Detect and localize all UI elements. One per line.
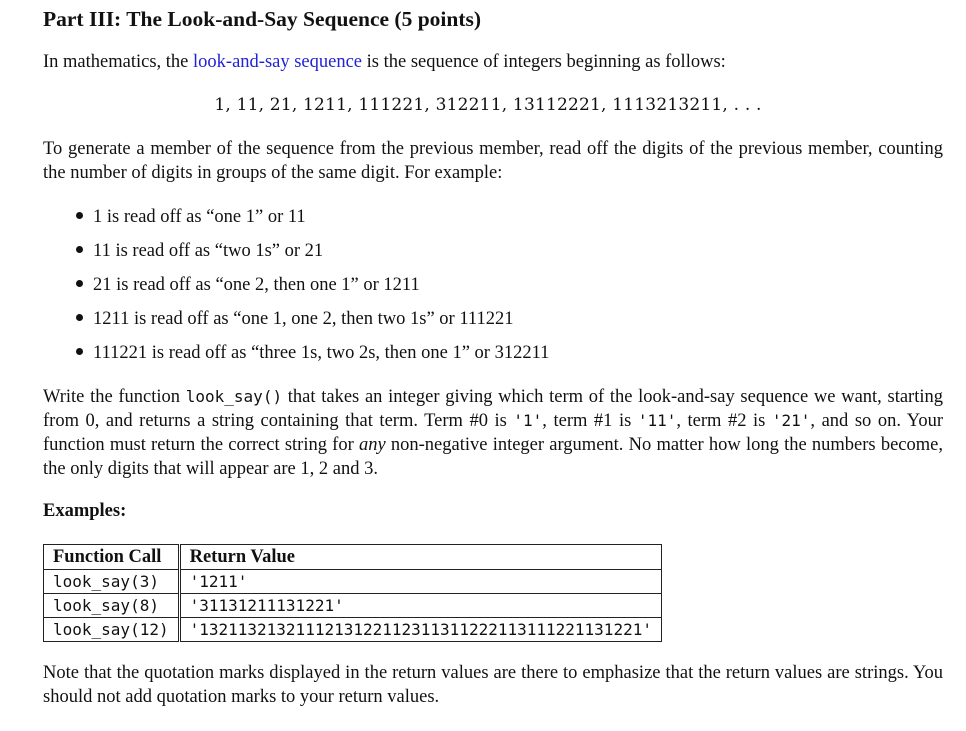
function-call-cell: look_say(3): [44, 570, 180, 594]
term-1-value: '11': [637, 411, 677, 430]
sequence-display: 1, 11, 21, 1211, 111221, 312211, 13112221, 1113213211, . . .: [214, 95, 762, 115]
bullet-dot-icon: [76, 246, 83, 253]
table-header-row: [44, 545, 662, 570]
function-call-cell: look_say(12): [44, 618, 180, 642]
bullet-item: 21 is read off as “one 2, then one 1” or 1211: [76, 273, 420, 297]
bullet-dot-icon: [76, 280, 83, 287]
column-header-function-call: Function Call: [44, 545, 180, 570]
table-row: [44, 570, 662, 594]
section-title: Part III: The Look-and-Say Sequence (5 points): [43, 7, 482, 31]
bullet-dot-icon: [76, 314, 83, 321]
bullet-dot-icon: [76, 348, 83, 355]
examples-heading: Examples:: [43, 501, 127, 521]
bullet-item: 1 is read off as “one 1” or 11: [76, 205, 306, 229]
generate-paragraph: To generate a member of the sequence from the previous member, read off the digits of the previous member, counting the number of digits in groups of the same digit. For example:: [43, 139, 943, 183]
function-call-cell: look_say(8): [44, 594, 180, 618]
bullet-item: 111221 is read off as “three 1s, two 2s, then one 1” or 312211: [76, 341, 549, 365]
term-0-value: '1': [513, 411, 543, 430]
bullet-dot-icon: [76, 212, 83, 219]
examples-table: [43, 544, 662, 642]
table-row: [44, 618, 662, 642]
return-value-cell: '31131211131221': [179, 594, 661, 618]
emphasis-any: any: [358, 435, 386, 455]
bullet-item: 1211 is read off as “one 1, one 2, then two 1s” or 111221: [76, 307, 513, 331]
term-2-value: '21': [771, 411, 811, 430]
note-paragraph: Note that the quotation marks displayed in the return values are there to emphasize that the return values are strings. You should not add quotation marks to your return values.: [43, 663, 943, 707]
intro-paragraph: [43, 50, 943, 74]
intro-text-before: In mathematics, the: [43, 52, 194, 72]
return-value-cell: '1211': [179, 570, 661, 594]
bullet-item: 11 is read off as “two 1s” or 21: [76, 239, 323, 263]
task-paragraph: Write the function look_say() that takes an integer giving which term of the look-and-say sequence we want, starting from 0, and returns a string containing that term. Term #0 is '1', term #1 is '11', term #2 is '21', and so on. Your function must return the correct string for any non-negative integer argument. No matter how long the numbers become, the only digits that will appear are 1, 2 and 3.: [43, 387, 943, 479]
column-header-return-value: Return Value: [179, 545, 661, 570]
intro-text-after: is the sequence of integers beginning as follows:: [362, 52, 726, 72]
return-value-cell: '1321132132111213122112311311222113111221131221': [179, 618, 661, 642]
look-and-say-link[interactable]: look-and-say sequence: [193, 52, 363, 72]
function-name: look_say(): [185, 387, 283, 406]
table-row: [44, 594, 662, 618]
